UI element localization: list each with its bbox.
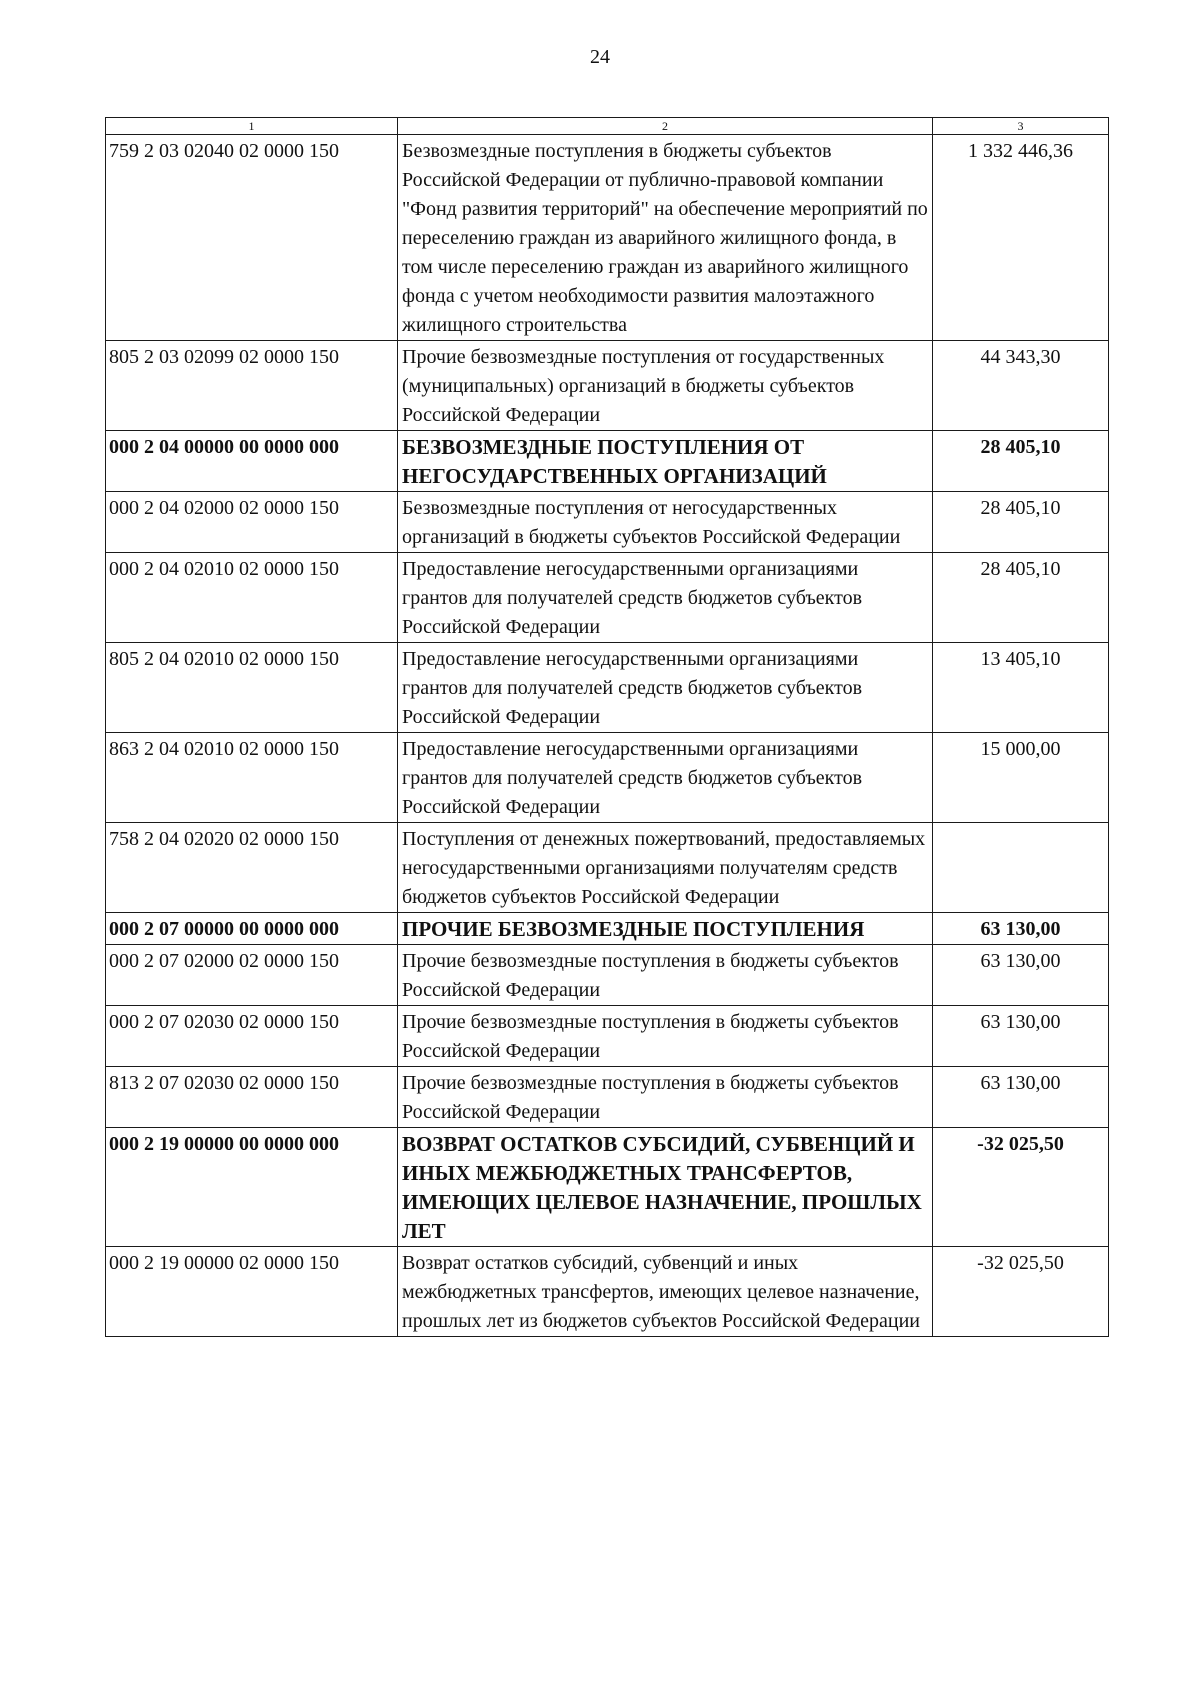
budget-code-cell: 000 2 19 00000 00 0000 000 <box>106 1128 398 1247</box>
table-header-row <box>106 118 1109 135</box>
budget-code-cell: 000 2 07 02030 02 0000 150 <box>106 1006 398 1067</box>
budget-code-cell: 000 2 04 02000 02 0000 150 <box>106 492 398 553</box>
revenue-name-cell: Предоставление негосударственными организациями грантов для получателей средств бюджетов субъектов Российской Федерации <box>398 733 933 823</box>
budget-code-cell: 863 2 04 02010 02 0000 150 <box>106 733 398 823</box>
amount-cell: 15 000,00 <box>933 733 1109 823</box>
budget-code-cell: 758 2 04 02020 02 0000 150 <box>106 823 398 913</box>
column-header-name: 2 <box>398 118 933 135</box>
revenue-name-cell: ПРОЧИЕ БЕЗВОЗМЕЗДНЫЕ ПОСТУПЛЕНИЯ <box>398 913 933 945</box>
amount-cell <box>933 823 1109 913</box>
table-row <box>106 733 1109 823</box>
table-row <box>106 1067 1109 1128</box>
revenue-name-cell: Поступления от денежных пожертвований, предоставляемых негосударственными организациями получателям средств бюджетов субъектов Российской Федерации <box>398 823 933 913</box>
budget-code-cell: 000 2 07 00000 00 0000 000 <box>106 913 398 945</box>
column-header-code: 1 <box>106 118 398 135</box>
revenue-name-cell: ВОЗВРАТ ОСТАТКОВ СУБСИДИЙ, СУБВЕНЦИЙ И ИНЫХ МЕЖБЮДЖЕТНЫХ ТРАНСФЕРТОВ, ИМЕЮЩИХ ЦЕЛЕВОЕ НАЗНАЧЕНИЕ, ПРОШЛЫХ ЛЕТ <box>398 1128 933 1247</box>
budget-revenue-table <box>105 117 1109 1337</box>
revenue-name-cell: БЕЗВОЗМЕЗДНЫЕ ПОСТУПЛЕНИЯ ОТ НЕГОСУДАРСТВЕННЫХ ОРГАНИЗАЦИЙ <box>398 431 933 492</box>
revenue-name-cell: Прочие безвозмездные поступления в бюджеты субъектов Российской Федерации <box>398 1067 933 1128</box>
table-row <box>106 341 1109 431</box>
table-row <box>106 643 1109 733</box>
amount-cell: 63 130,00 <box>933 913 1109 945</box>
budget-code-cell: 813 2 07 02030 02 0000 150 <box>106 1067 398 1128</box>
budget-code-cell: 000 2 04 00000 00 0000 000 <box>106 431 398 492</box>
table-row <box>106 945 1109 1006</box>
table-row <box>106 135 1109 341</box>
amount-cell: 28 405,10 <box>933 492 1109 553</box>
amount-cell: -32 025,50 <box>933 1247 1109 1337</box>
table-section-row <box>106 1128 1109 1247</box>
table-row <box>106 553 1109 643</box>
budget-code-cell: 000 2 07 02000 02 0000 150 <box>106 945 398 1006</box>
revenue-name-cell: Предоставление негосударственными организациями грантов для получателей средств бюджетов субъектов Российской Федерации <box>398 643 933 733</box>
budget-code-cell: 759 2 03 02040 02 0000 150 <box>106 135 398 341</box>
table-row <box>106 1247 1109 1337</box>
table-section-row <box>106 913 1109 945</box>
amount-cell: 28 405,10 <box>933 553 1109 643</box>
amount-cell: 63 130,00 <box>933 945 1109 1006</box>
amount-cell: 28 405,10 <box>933 431 1109 492</box>
amount-cell: 13 405,10 <box>933 643 1109 733</box>
revenue-name-cell: Возврат остатков субсидий, субвенций и иных межбюджетных трансфертов, имеющих целевое назначение, прошлых лет из бюджетов субъектов Российской Федерации <box>398 1247 933 1337</box>
amount-cell: -32 025,50 <box>933 1128 1109 1247</box>
column-header-amount: 3 <box>933 118 1109 135</box>
page-number: 24 <box>590 46 610 68</box>
revenue-name-cell: Предоставление негосударственными организациями грантов для получателей средств бюджетов субъектов Российской Федерации <box>398 553 933 643</box>
table-row <box>106 1006 1109 1067</box>
revenue-name-cell: Прочие безвозмездные поступления в бюджеты субъектов Российской Федерации <box>398 1006 933 1067</box>
amount-cell: 1 332 446,36 <box>933 135 1109 341</box>
amount-cell: 63 130,00 <box>933 1067 1109 1128</box>
budget-code-cell: 805 2 03 02099 02 0000 150 <box>106 341 398 431</box>
revenue-name-cell: Безвозмездные поступления от негосударственных организаций в бюджеты субъектов Российской Федерации <box>398 492 933 553</box>
revenue-name-cell: Прочие безвозмездные поступления от государственных (муниципальных) организаций в бюджеты субъектов Российской Федерации <box>398 341 933 431</box>
budget-code-cell: 000 2 04 02010 02 0000 150 <box>106 553 398 643</box>
table-row <box>106 492 1109 553</box>
table-row <box>106 823 1109 913</box>
revenue-name-cell: Безвозмездные поступления в бюджеты субъектов Российской Федерации от публично-правовой компании "Фонд развития территорий" на обеспечение мероприятий по переселению граждан из аварийного жилищного фонда, в том числе переселению граждан из аварийного жилищного фонда с учетом необходимости развития малоэтажного жилищного строительства <box>398 135 933 341</box>
budget-code-cell: 000 2 19 00000 02 0000 150 <box>106 1247 398 1337</box>
amount-cell: 44 343,30 <box>933 341 1109 431</box>
table-section-row <box>106 431 1109 492</box>
amount-cell: 63 130,00 <box>933 1006 1109 1067</box>
revenue-name-cell: Прочие безвозмездные поступления в бюджеты субъектов Российской Федерации <box>398 945 933 1006</box>
budget-code-cell: 805 2 04 02010 02 0000 150 <box>106 643 398 733</box>
